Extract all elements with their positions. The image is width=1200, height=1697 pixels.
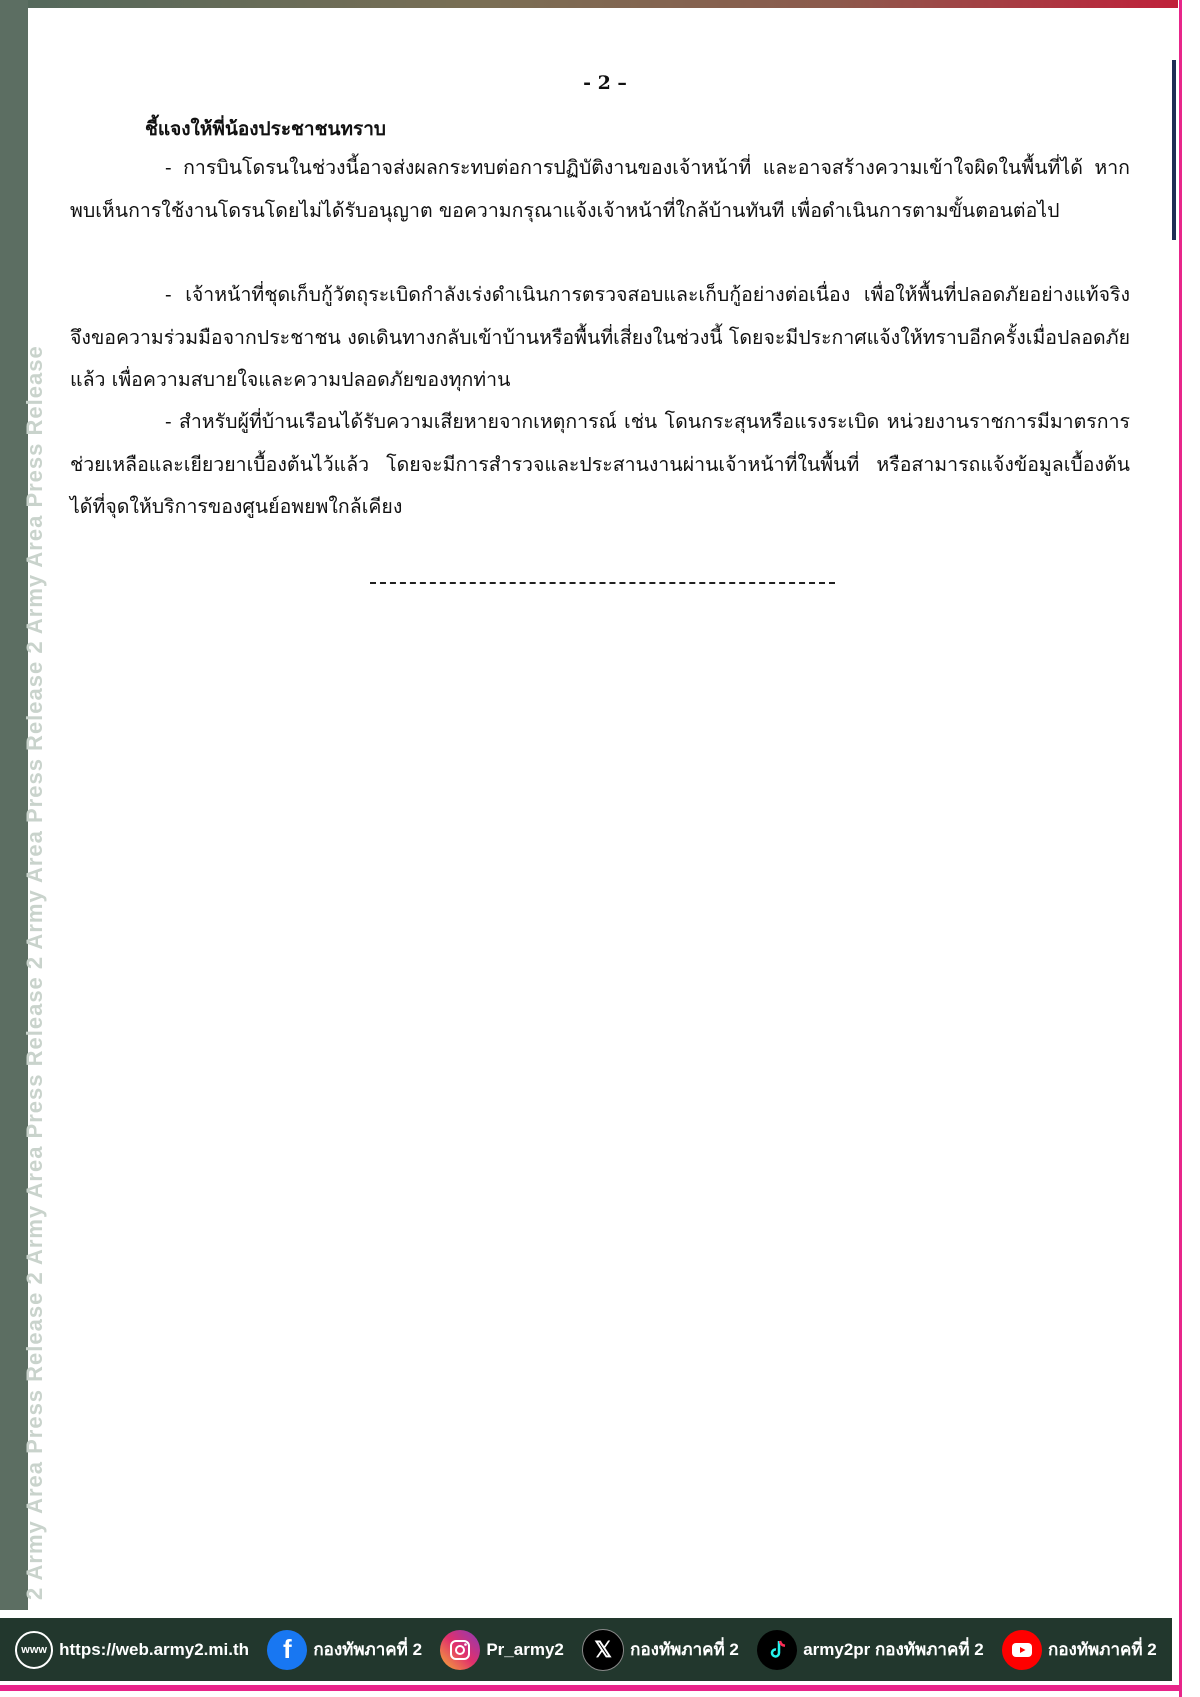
page-number: - 2 – (583, 72, 627, 94)
paragraph: - สำหรับผู้ที่บ้านเรือนได้รับความเสียหายจากเหตุการณ์ เช่น โดนกระสุนหรือแรงระเบิด หน่วยงานราชการมีมาตรการช่วยเหลือและเยียวยาเบื้องต้นไว้แล้ว โดยจะมีการสำรวจและประสานงานผ่านเจ้าหน้าที่ในพื้นที่ หรือสามารถแจ้งข้อมูลเบื้องต้นได้ที่จุดให้บริการของศูนย์อพยพใกล้เคียง (70, 410, 1130, 518)
facebook-icon: f (267, 1630, 307, 1670)
footer-youtube[interactable] (1002, 1630, 1157, 1670)
social-footer (0, 1618, 1172, 1681)
end-divider (370, 582, 835, 584)
footer-facebook[interactable] (267, 1630, 422, 1670)
paragraph: - เจ้าหน้าที่ชุดเก็บกู้วัตถุระเบิดกำลังเร่งดำเนินการตรวจสอบและเก็บกู้อย่างต่อเนื่อง เพื่อให้พื้นที่ปลอดภัยอย่างแท้จริง จึงขอความร่วมมือจากประชาชน งดเดินทางกลับเข้าบ้านหรือพื้นที่เสี่ยงในช่วงนี้ โดยจะมีประกาศแจ้งให้ทราบอีกครั้งเมื่อปลอดภัยแล้ว เพื่อความสบายใจและความปลอดภัยของทุกท่าน (70, 283, 1130, 391)
top-banner-strip (28, 0, 1178, 8)
instagram-label[interactable]: Pr_army2 (486, 1639, 564, 1659)
instagram-icon (440, 1630, 480, 1670)
bottom-pink-border (0, 1685, 1182, 1691)
tiktok-icon (757, 1630, 797, 1670)
right-edge-accent (1172, 60, 1176, 240)
x-label[interactable]: กองทัพภาคที่ 2 (630, 1640, 739, 1659)
facebook-label[interactable]: กองทัพภาคที่ 2 (313, 1640, 423, 1659)
footer-website[interactable] (15, 1631, 249, 1669)
youtube-icon (1002, 1630, 1042, 1670)
x-twitter-icon: 𝕏 (582, 1629, 624, 1671)
side-watermark-strip (0, 0, 47, 1610)
right-pink-border (1179, 0, 1182, 1697)
paragraph: - การบินโดรนในช่วงนี้อาจส่งผลกระทบต่อการปฏิบัติงานของเจ้าหน้าที่ และอาจสร้างความเข้าใจผิดในพื้นที่ได้ หากพบเห็นการใช้งานโดรนโดยไม่ได้รับอนุญาต ขอความกรุณาแจ้งเจ้าหน้าที่ใกล้บ้านทันที เพื่อดำเนินการตามขั้นตอนต่อไป (70, 156, 1130, 222)
website-link[interactable]: https://web.army2.mi.th (59, 1639, 250, 1659)
footer-x[interactable] (582, 1629, 739, 1671)
tiktok-label[interactable]: army2pr กองทัพภาคที่ 2 (803, 1640, 984, 1659)
globe-icon: www (15, 1631, 53, 1669)
youtube-label[interactable]: กองทัพภาคที่ 2 (1048, 1640, 1157, 1659)
footer-instagram[interactable] (440, 1630, 564, 1670)
footer-tiktok[interactable] (757, 1630, 984, 1670)
document-heading: ชี้แจงให้พี่น้องประชาชนทราบ (145, 118, 386, 140)
side-watermark-text: 2 Army Area Press Release 2 Army Area Press Release 2 Army Area Press Release 2 Army Area Press Release (22, 345, 47, 1600)
